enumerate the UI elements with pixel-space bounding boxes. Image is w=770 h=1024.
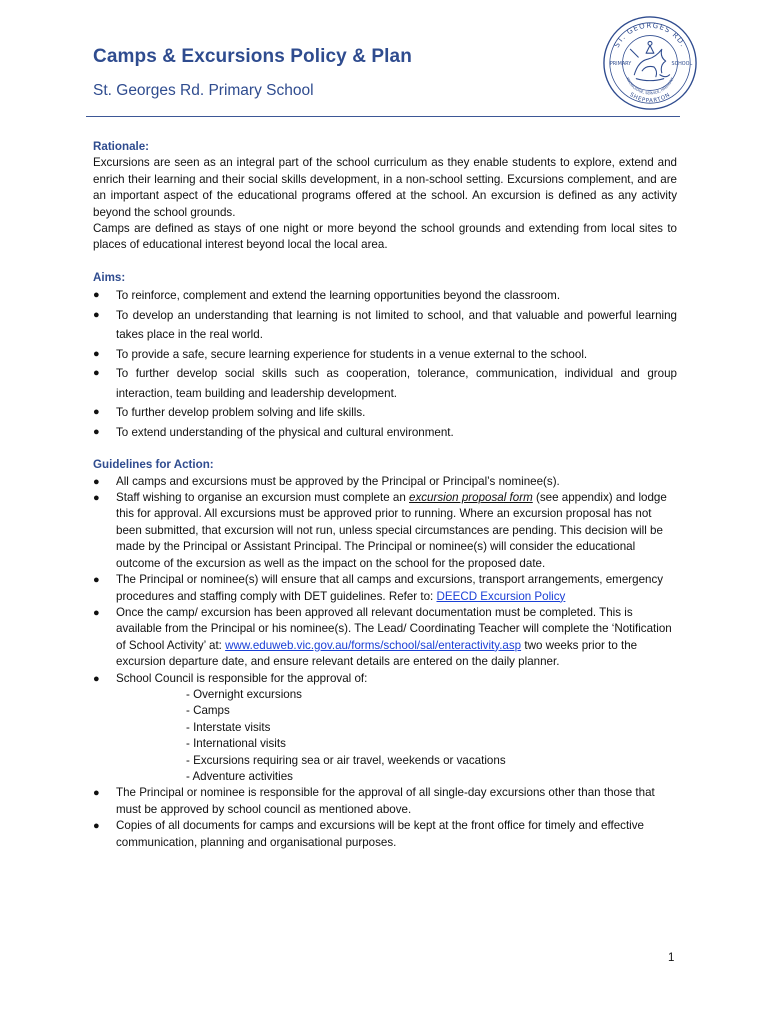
list-item: - Camps [186,704,230,718]
list-item: ● All camps and excursions must be approved by the Principal or Principal’s nominee(s). [93,474,677,490]
document-body [93,139,677,851]
header-divider [86,116,680,117]
bullet-icon: ● [93,492,100,505]
list-item: ● School Council is responsible for the approval of: - Overnight excursions - Camps - Interstate visits - International visits - Excursions requiring sea or air travel, weekends or vacations - Adventure activities [93,671,677,786]
list-item: ● To further develop social skills such as cooperation, tolerance, communication, individual and group interaction, team building and leadership development. [93,364,677,403]
list-item: ● Staff wishing to organise an excursion must complete an excursion proposal form (see appendix) and lodge this for approval. All excursions must be approved prior to running. Where an excursion proposal has not been submitted, that excursion will not run, unless special circumstances are pending. This decision will be made by the Principal or Assistant Principal. The Principal or nominee(s) will consider the educational outcome of the excursion as well as the impact on the school for the proposed date. [93,491,667,570]
list-item: ● Copies of all documents for camps and excursions will be kept at the front office for timely and effective communication, planning and organisational purposes. [93,819,644,849]
crest-right-text: SCHOOL [671,60,693,67]
bullet-icon: ● [93,787,100,800]
bullet-icon: ● [93,406,100,419]
aims-heading: Aims: [93,270,126,284]
crest-top-text: ST. GEORGES RD. [611,20,689,49]
list-item: ● To reinforce, complement and extend the learning opportunities beyond the classroom. [93,286,677,306]
guidelines-heading: Guidelines for Action: [93,458,214,472]
council-approval-list [116,687,677,785]
list-item: - Interstate visits [186,720,271,734]
list-item: ● The Principal or nominee is responsible for the approval of all single-day excursions other than those that must be approved by school council as mentioned above. [93,786,655,816]
deecd-excursion-policy-link[interactable]: DEECD Excursion Policy [436,589,566,603]
list-item: - Adventure activities [186,769,293,783]
document-title: Camps & Excursions Policy & Plan [93,46,412,67]
bullet-icon: ● [93,820,100,833]
bullet-icon: ● [93,606,100,619]
bullet-icon: ● [93,308,100,321]
school-crest-logo [601,14,699,112]
bullet-icon: ● [93,574,100,587]
list-item: - Excursions requiring sea or air travel, weekends or vacations [186,753,506,767]
list-item: ● Once the camp/ excursion has been approved all relevant documentation must be completed. This is available from the Principal or his nominee(s). The Lead/ Coordinating Teacher will complete the ‘Notification of School Activity’ at: www.eduweb.vic.gov.au/forms/school/sal/enteractivity.asp two weeks prior to the excursion departure date, and ensure relevant details are entered on the daily planner. [93,605,672,669]
list-item: - Overnight excursions [186,687,302,701]
crest-bottom-text: SHEPPARTON [628,91,672,105]
list-item: ● To extend understanding of the physical and cultural environment. [93,423,677,443]
bullet-icon: ● [93,347,100,360]
rationale-paragraph-2: Camps are defined as stays of one night or more beyond the school grounds and extending from local sites to places of educational interest beyond local the local area. [93,222,677,252]
crest-emblem-icon [630,41,669,80]
crest-motto: KNOWLEDGE, SERVICE, HARMONY [625,76,675,96]
bullet-icon: ● [93,475,100,488]
rationale-heading: Rationale: [93,140,150,153]
rationale-paragraph-1: Excursions are seen as an integral part of the school curriculum as they enable students to explore, extend and enrich their learning and their social skills development, in a non-school setting. Excursions complement, and are an important aspect of the educational programs offered at the school. An excursion is defined as any activity beyond the school grounds. [93,156,677,219]
guidelines-list [93,474,677,851]
bullet-icon: ● [93,672,100,685]
eduweb-notification-link[interactable]: www.eduweb.vic.gov.au/forms/school/sal/enteractivity.asp [225,638,522,652]
rationale-section [93,139,677,254]
bullet-icon: ● [93,425,100,438]
list-item: ● The Principal or nominee(s) will ensure that all camps and excursions, transport arrangements, emergency procedures and staffing comply with DET guidelines. Refer to: DEECD Excursion Policy [93,573,664,603]
excursion-proposal-form-link[interactable]: excursion proposal form [409,491,533,505]
crest-left-text: PRIMARY [609,60,632,67]
list-item: ● To develop an understanding that learning is not limited to school, and that valuable and powerful learning takes place in the real world. [93,306,677,345]
guidelines-section [93,457,677,851]
aims-section [93,270,677,442]
school-name: St. Georges Rd. Primary School [93,82,314,99]
list-item: - International visits [186,737,286,751]
list-item: ● To provide a safe, secure learning experience for students in a venue external to the school. [93,345,677,365]
bullet-icon: ● [93,367,100,380]
page-number: 1 [668,952,675,964]
bullet-icon: ● [93,289,100,302]
list-item: ● To further develop problem solving and life skills. [93,403,677,423]
aims-list [93,286,677,442]
